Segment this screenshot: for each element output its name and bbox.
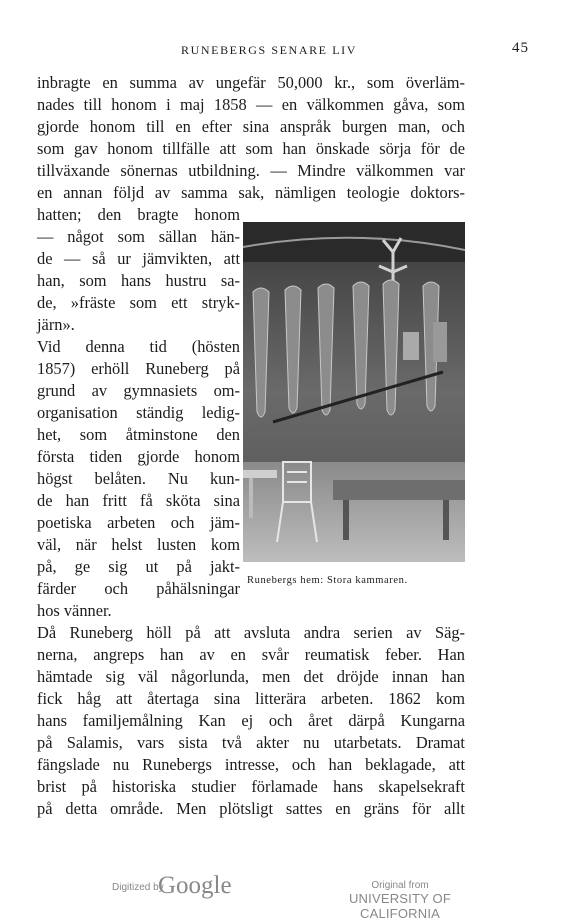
text-line: som gav honom tillfälle att som han önskade sörja för de: [37, 139, 465, 158]
text-line: brist på historiska studier förlamade hans skapelsekraft: [37, 777, 465, 796]
page-number: 45: [512, 40, 529, 56]
text-line: järn».: [37, 315, 75, 334]
text-line: Vid denna tid (hösten: [37, 337, 240, 356]
text-line: het, som åtminstone den: [37, 425, 240, 444]
text-line: hatten; den bragte honom: [37, 205, 240, 224]
text-line: hos vänner.: [37, 601, 112, 620]
text-line: på detta område. Men plötsligt sattes en gräns för allt: [37, 799, 465, 818]
text-line: — något som sällan hän-: [37, 227, 240, 246]
text-line: Då Runeberg höll på att avsluta andra serien av Säg-: [37, 623, 465, 642]
text-line: hämtade sig väl någorlunda, men det dröjde innan han: [37, 667, 465, 686]
running-title: RUNEBERGS SENARE LIV: [181, 43, 358, 57]
digitized-by-label: Digitized by: [112, 882, 164, 893]
text-line: väl, när helst lusten kom: [37, 535, 240, 554]
text-line: han, som hans hustru sa-: [37, 271, 240, 290]
photo-illustration: [243, 222, 465, 562]
text-line: på, ge sig ut på jakt-: [37, 557, 240, 576]
google-logo-text: Google: [158, 872, 232, 899]
figure-caption: Runebergs hem: Stora kammaren.: [247, 575, 408, 586]
text-line: poetiska arbeten och jäm-: [37, 513, 240, 532]
page-header: [37, 40, 529, 60]
university-label: UNIVERSITY OF CALIFORNIA: [348, 891, 452, 921]
text-line: de han fritt få sköta sina: [37, 491, 240, 510]
text-line: första tiden gjorde honom: [37, 447, 240, 466]
text-line: gjorde honom till en efter sina anspråk burgen man, och: [37, 117, 465, 136]
text-line: fick håg att återtaga sina litterära arbeten. 1862 kom: [37, 689, 465, 708]
text-line: på Salamis, vars sista två akter nu utarbetats. Dramat: [37, 733, 465, 752]
text-line: tillväxande sönernas utbildning. — Mindre välkommen var: [37, 161, 465, 180]
text-line: de, »fräste som ett stryk-: [37, 293, 240, 312]
library-attribution: [330, 880, 470, 921]
original-from-label: Original from: [371, 880, 429, 891]
text-line: fängslade nu Runebergs intresse, och han beklagade, att: [37, 755, 465, 774]
text-line: hans familjemålning Kan ej och året därpå Kungarna: [37, 711, 465, 730]
text-line: grund av gymnasiets om-: [37, 381, 240, 400]
text-line: organisation ständig ledig-: [37, 403, 240, 422]
photograph-stora-kammaren: [243, 222, 465, 562]
text-line: 1857) erhöll Runeberg på: [37, 359, 240, 378]
text-line: färder och påhälsningar: [37, 579, 240, 598]
text-line: nades till honom i maj 1858 — en välkommen gåva, som: [37, 95, 465, 114]
text-line: de — så ur jämvikten, att: [37, 249, 240, 268]
text-line: nerna, angreps han av en svår reumatisk feber. Han: [37, 645, 465, 664]
text-line: en annan följd av samma sak, nämligen teologie doktors-: [37, 183, 465, 202]
text-line: högst belåten. Nu kun-: [37, 469, 240, 488]
text-line: inbragte en summa av ungefär 50,000 kr., som överläm-: [37, 73, 465, 92]
